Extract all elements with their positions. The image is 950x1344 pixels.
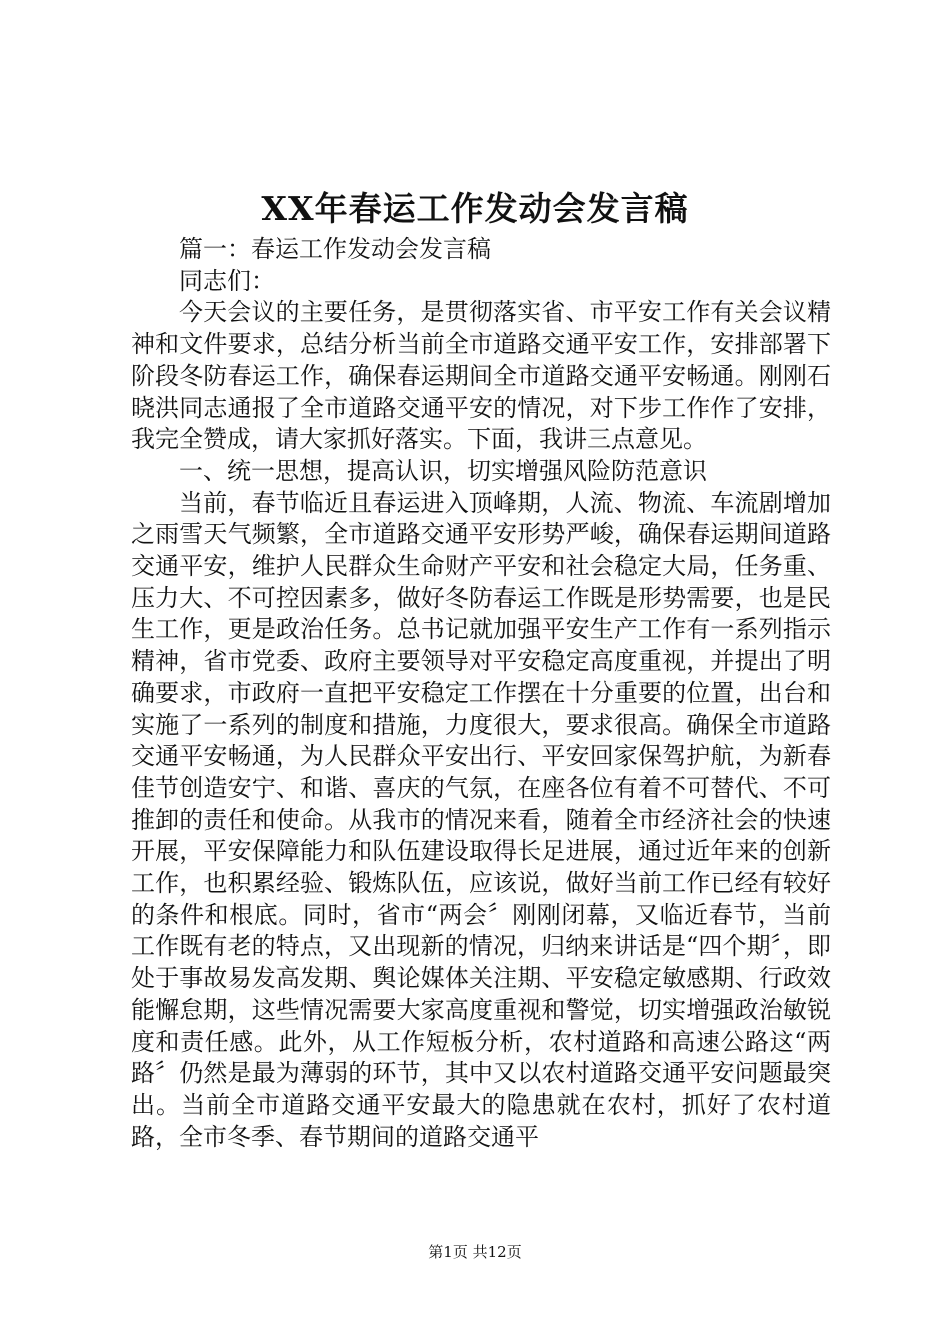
body-paragraph-section-one: 当前，春节临近且春运进入顶峰期，人流、物流、车流剧增加之雨雪天气频繁，全市道路交通平安形势严峻，确保春运期间道路交通平安，维护人民群众生命财产平安和社会稳定大局，任务重、压力大、不可控因素多，做好冬防春运工作既是形势需要，也是民生工作，更是政治任务。总书记就加强平安生产工作有一系列指示精神，省市党委、政府主要领导对平安稳定高度重视，并提出了明确要求，市政府一直把平安稳定工作摆在十分重要的位置，出台和实施了一系列的制度和措施，力度很大，要求很高。确保全市道路交通平安畅通，为人民群众平安出行、平安回家保驾护航，为新春佳节创造安宁、和谐、喜庆的气氛，在座各位有着不可替代、不可推卸的责任和使命。从我市的情况来看，随着全市经济社会的快速开展，平安保障能力和队伍建设取得长足进展，通过近年来的创新工作，也积累经验、锻炼队伍，应该说，做好当前工作已经有较好的条件和根底。同时，省市“两会〞刚刚闭幕，又临近春节，当前工作既有老的特点，又出现新的情况，归纳来讲话是“四个期〞，即处于事故易发高发期、舆论媒体关注期、平安稳定敏感期、行政效能懈怠期，这些情况需要大家高度重视和警觉，切实增强政治敏锐度和责任感。此外，从工作短板分析，农村道路和高速公路这“两路〞仍然是最为薄弱的环节，其中又以农村道路交通平安问题最突出。当前全市道路交通平安最大的隐患就在农村，抓好了农村道路，全市冬季、春节期间的道路交通平 (131, 488, 831, 1151)
document-body (131, 234, 831, 1153)
body-paragraph-intro: 今天会议的主要任务，是贯彻落实省、市平安工作有关会议精神和文件要求，总结分析当前全市道路交通平安工作，安排部署下阶段冬防春运工作，确保春运期间全市道路交通平安畅通。刚刚石晓洪同志通报了全市道路交通平安的情况，对下步工作作了安排，我完全赞成，请大家抓好落实。下面，我讲三点意见。 (131, 298, 831, 454)
salutation: 同志们： (179, 266, 275, 295)
page-number-footer: 第1页 共12页 (428, 1243, 522, 1261)
section-heading-part-one: 篇一：春运工作发动会发言稿 (179, 235, 491, 263)
document-title: XX年春运工作发动会发言稿 (261, 189, 689, 228)
section-heading-one: 一、统一思想，提高认识，切实增强风险防范意识 (179, 456, 707, 485)
